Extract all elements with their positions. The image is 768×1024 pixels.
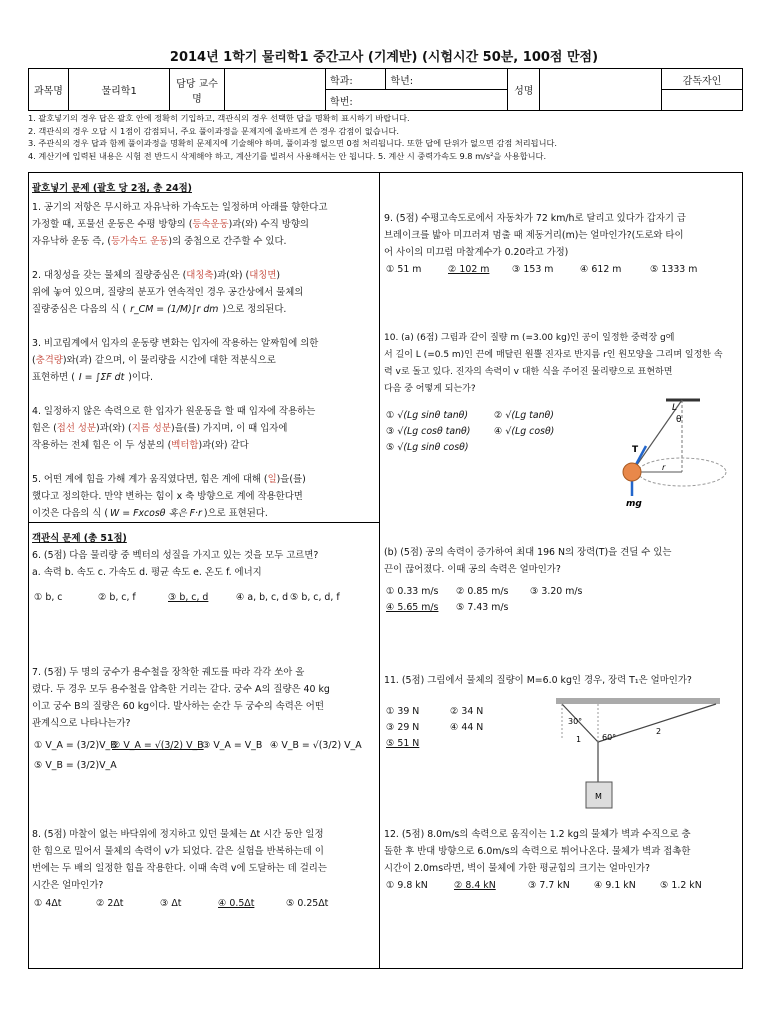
q2-text-g: )으로 정의된다. bbox=[222, 304, 287, 315]
q8-line1: 8. (5점) 마찰이 없는 바닥위에 정지하고 있던 물체는 Δt 시간 동안 일정 bbox=[32, 829, 324, 840]
question-12 bbox=[384, 826, 740, 877]
q1-line3 bbox=[32, 233, 376, 250]
fig11-label-M: M bbox=[595, 792, 602, 801]
q1-answer-1: 등속운동 bbox=[192, 219, 229, 230]
q2-answer-2: 대칭면 bbox=[249, 270, 277, 281]
q5-text-e: )으로 표현된다. bbox=[203, 508, 268, 519]
q10-choice-5[interactable]: ⑤ √(Lg sinθ cosθ) bbox=[386, 442, 469, 453]
supervisor-label: 감독자인 bbox=[662, 69, 743, 90]
question-3 bbox=[32, 335, 376, 386]
section-divider bbox=[28, 522, 380, 523]
q3-formula: I = ∫ΣF dt bbox=[78, 372, 125, 383]
q12-choice-3[interactable]: ③ 7.7 kN bbox=[528, 880, 570, 891]
q2-text-c: ) bbox=[276, 270, 281, 281]
section-fill-in bbox=[32, 180, 376, 522]
question-11 bbox=[384, 672, 740, 689]
q6-line2: a. 속력 b. 속도 c. 가속도 d. 평균 속도 e. 온도 f. 에너지 bbox=[32, 567, 262, 578]
q3-text-e: )이다. bbox=[128, 372, 154, 383]
q10-choice-3[interactable]: ③ √(Lg cosθ tanθ) bbox=[386, 426, 471, 437]
q7-line2: 렸다. 두 경우 모두 용수철을 압축한 거리는 같다. 궁수 A의 질량은 40 kg bbox=[32, 684, 330, 695]
q11-choice-1[interactable]: ① 39 N bbox=[386, 706, 420, 717]
q10b-line1: (b) (5점) 공의 속력이 증가하여 최대 196 N의 장력(T)을 견딜 수 있는 bbox=[384, 547, 672, 558]
q10-choice-1[interactable]: ① √(Lg sinθ tanθ) bbox=[386, 410, 469, 421]
q8-choice-5[interactable]: ⑤ 0.25Δt bbox=[286, 898, 329, 909]
fig11-angle-60: 60° bbox=[602, 733, 617, 742]
q1-answer-2: 등가속도 운동 bbox=[110, 236, 169, 247]
q12-choice-1[interactable]: ① 9.8 kN bbox=[386, 880, 428, 891]
question-2 bbox=[32, 267, 376, 318]
q8-choice-1[interactable]: ① 4Δt bbox=[34, 898, 62, 909]
question-9 bbox=[384, 210, 740, 261]
q11-choice-3[interactable]: ③ 29 N bbox=[386, 722, 420, 733]
q3-line1: 3. 비고립계에서 입자의 운동량 변화는 입자에 작용하는 알짜힘에 의한 bbox=[32, 338, 319, 349]
q9-line2: 브레이크를 밟아 미끄러져 멈출 때 제동거리(m)는 얼마인가?(도로와 타이 bbox=[384, 230, 684, 241]
q10-choice-4[interactable]: ④ √(Lg cosθ) bbox=[494, 426, 555, 437]
q1-line2 bbox=[32, 216, 376, 233]
q12-choice-5[interactable]: ⑤ 1.2 kN bbox=[660, 880, 702, 891]
q10b-choice-4[interactable]: ④ 5.65 m/s bbox=[386, 602, 439, 613]
q2-text-a: 2. 대칭성을 갖는 물체의 질량중심은 ( bbox=[32, 270, 187, 281]
q4-line1: 4. 일정하지 않은 속력으로 한 입자가 원운동을 할 때 입자에 작용하는 bbox=[32, 406, 316, 417]
year-label: 학년: bbox=[386, 69, 508, 90]
instructions bbox=[28, 112, 743, 162]
q9-choice-5[interactable]: ⑤ 1333 m bbox=[650, 264, 698, 275]
question-5 bbox=[32, 471, 376, 522]
q9-choice-4[interactable]: ④ 612 m bbox=[580, 264, 622, 275]
q10-choice-2[interactable]: ② √(Lg tanθ) bbox=[494, 410, 554, 421]
q6-choice-3[interactable]: ③ b, c, d bbox=[168, 592, 209, 603]
q5-text-d: 이것은 다음의 식 ( bbox=[32, 508, 108, 519]
q3-text-d: 표현하면 ( bbox=[32, 372, 75, 383]
q4-text-f: )과(와) 같다 bbox=[198, 440, 249, 451]
q4-text-d: )을(를) 가지며, 이 때 입자에 bbox=[170, 423, 288, 434]
q10b-choice-5[interactable]: ⑤ 7.43 m/s bbox=[456, 602, 509, 613]
question-10b bbox=[384, 544, 740, 578]
q9-line3: 어 사이의 미끄럼 마찰계수가 0.20라고 가정) bbox=[384, 247, 569, 258]
q2-text-e: 질량중심은 다음의 식 ( bbox=[32, 304, 127, 315]
q8-line3: 번에는 두 배의 일정한 힘을 작용한다. 이때 속력 v에 도달하는 데 걸리는 bbox=[32, 863, 327, 874]
q12-choice-4[interactable]: ④ 9.1 kN bbox=[594, 880, 636, 891]
question-7 bbox=[32, 664, 376, 732]
professor-name bbox=[224, 69, 325, 111]
note-3: 3. 주관식의 경우 답과 함께 풀이과정을 명확히 문제지에 기술해야 하며, 풀이과정 없으면 0점 처리됩니다. 또한 답에 단위가 없으면 감점 처리됩니다. bbox=[28, 138, 558, 149]
q4-text-b: 힘은 ( bbox=[32, 423, 57, 434]
q1-text-d: 자유낙하 운동 즉, ( bbox=[32, 236, 111, 247]
q1-text-e: )의 중첩으로 간주할 수 있다. bbox=[168, 236, 287, 247]
q8-choice-2[interactable]: ② 2Δt bbox=[96, 898, 124, 909]
q4-line3 bbox=[32, 437, 376, 454]
q1-line1: 1. 공기의 저항은 무시하고 자유낙하 가속도는 일정하며 아래를 향한다고 bbox=[32, 202, 328, 213]
q9-choice-3[interactable]: ③ 153 m bbox=[512, 264, 554, 275]
q8-line4: 시간은 얼마인가? bbox=[32, 880, 104, 891]
q2-formula: r_CM = (1/M)∫r dm bbox=[130, 304, 219, 315]
q7-choice-1[interactable]: ① V_A = (3/2)V_B bbox=[34, 740, 117, 751]
q1-text-b: 가정할 때, 포물선 운동은 수평 방향의 ( bbox=[32, 219, 193, 230]
q10b-choice-3[interactable]: ③ 3.20 m/s bbox=[530, 586, 583, 597]
q5-text-b: )을(를) bbox=[276, 474, 306, 485]
ball bbox=[623, 463, 641, 481]
q7-line3: 이고 궁수 B의 질량은 60 kg이다. 발사하는 순간 두 궁수의 속력은 어떤 bbox=[32, 701, 324, 712]
question-8 bbox=[32, 826, 376, 894]
q5-text-a: 5. 어떤 계에 힘을 가해 계가 움직였다면, 힘은 계에 대해 ( bbox=[32, 474, 268, 485]
fig11-label-2: 2 bbox=[656, 727, 662, 736]
q6-line1: 6. (5점) 다음 물리량 중 벡터의 성질을 가지고 있는 것을 모두 고르면? bbox=[32, 550, 319, 561]
q7-choice-4[interactable]: ④ V_B = √(3/2) V_A bbox=[270, 740, 362, 751]
q3-answer: 충격량 bbox=[35, 355, 63, 366]
q2-line3 bbox=[32, 301, 376, 318]
supervisor-signature[interactable] bbox=[662, 90, 743, 111]
fig11-label-1: 1 bbox=[576, 735, 582, 744]
q3-text-c: )와(과) 같으며, 이 물리량을 시간에 대한 적분식으로 bbox=[62, 355, 276, 366]
q7-line1: 7. (5점) 두 명의 궁수가 용수철을 장착한 궤도를 따라 각각 쏘아 올 bbox=[32, 667, 305, 678]
q6-choice-1[interactable]: ① b, c bbox=[34, 592, 63, 603]
q4-line2 bbox=[32, 420, 376, 437]
column-divider bbox=[379, 172, 380, 969]
q11-choice-2[interactable]: ② 34 N bbox=[450, 706, 484, 717]
dept-label: 학과: bbox=[326, 69, 386, 90]
q10-line4: 다음 중 어떻게 되는가? bbox=[384, 384, 476, 394]
q8-choice-3[interactable]: ③ Δt bbox=[160, 898, 182, 909]
q8-line2: 한 힘으로 밀어서 물체의 속력이 v가 되었다. 같은 실험을 반복하는데 이 bbox=[32, 846, 324, 857]
q2-line1 bbox=[32, 267, 376, 284]
q11-choice-4[interactable]: ④ 44 N bbox=[450, 722, 484, 733]
q3-line3 bbox=[32, 369, 376, 386]
fig11-angle-30: 30° bbox=[568, 717, 583, 726]
fig10-r: r bbox=[662, 463, 666, 472]
q10-line2: 서 길이 L (=0.5 m)인 끈에 매달린 원뿔 진자로 반지름 r인 원모양을 그리며 일정한 속 bbox=[384, 350, 723, 360]
q6-choice-4[interactable]: ④ a, b, c, d bbox=[236, 592, 289, 603]
section-multiple-choice bbox=[32, 530, 376, 581]
section-title-fill: 괄호넣기 문제 (괄호 당 2점, 총 24점) bbox=[32, 183, 192, 194]
q4-answer-1: 접선 성분 bbox=[56, 423, 96, 434]
q1-text-c: )과(와) 수직 방향의 bbox=[228, 219, 309, 230]
q9-line1: 9. (5점) 수평고속도로에서 자동차가 72 km/h로 달리고 있다가 갑자기 급 bbox=[384, 213, 686, 224]
q7-choice-5[interactable]: ⑤ V_B = (3/2)V_A bbox=[34, 760, 117, 771]
question-10a bbox=[384, 330, 740, 398]
question-4 bbox=[32, 403, 376, 454]
section-title-mc: 객관식 문제 (총 51점) bbox=[32, 533, 127, 544]
name-label: 성명 bbox=[508, 69, 540, 111]
q12-line2: 돌한 후 반대 방향으로 6.0m/s의 속력으로 튀어나온다. 물체가 벽과 접촉한 bbox=[384, 846, 691, 857]
question-1 bbox=[32, 199, 376, 250]
q2-line2: 위에 놓여 있으며, 질량의 분포가 연속적인 경우 공간상에서 물체의 bbox=[32, 287, 304, 298]
q12-line3: 시간이 2.0ms라면, 벽이 물체에 가한 평균힘의 크기는 얼마인가? bbox=[384, 863, 651, 874]
q4-text-e: 작용하는 전체 힘은 이 두 성분의 ( bbox=[32, 440, 172, 451]
q5-answer: 일 bbox=[267, 474, 277, 485]
q10-line3: 력 v로 돌고 있다. 진자의 속력이 v 대한 식을 주어진 물리량으로 표현하면 bbox=[384, 367, 673, 377]
subject-label: 과목명 bbox=[29, 69, 69, 111]
q2-answer-1: 대칭축 bbox=[186, 270, 214, 281]
fig10-mg: mg bbox=[626, 499, 642, 509]
fig10-T: T bbox=[632, 445, 639, 455]
q5-line3 bbox=[32, 505, 376, 522]
q2-text-b: )과(와) ( bbox=[213, 270, 250, 281]
q5-line2: 했다고 정의한다. 만약 변하는 힘이 x 축 방향으로 계에 작용한다면 bbox=[32, 491, 303, 502]
q11-choice-5[interactable]: ⑤ 51 N bbox=[386, 738, 420, 749]
fig10-L: L bbox=[672, 403, 678, 413]
q7-choice-3[interactable]: ③ V_A = V_B bbox=[202, 740, 263, 751]
q12-line1: 12. (5점) 8.0m/s의 속력으로 움직이는 1.2 kg의 물체가 벽과 수직으로 충 bbox=[384, 829, 691, 840]
q4-text-c: )과(와) ( bbox=[95, 423, 132, 434]
q3-text-b: ( bbox=[32, 355, 36, 366]
q6-choice-5[interactable]: ⑤ b, c, d, f bbox=[290, 592, 340, 603]
q6-choice-2[interactable]: ② b, c, f bbox=[98, 592, 136, 603]
fig10-theta: θ bbox=[676, 415, 682, 425]
name-field[interactable] bbox=[540, 69, 662, 111]
q8-choice-4[interactable]: ④ 0.5Δt bbox=[218, 898, 255, 909]
q4-answer-2: 지름 성분 bbox=[131, 423, 171, 434]
conical-pendulum-figure bbox=[592, 392, 728, 510]
note-4: 4. 계산기에 입력된 내용은 시험 전 반드시 삭제해야 하고, 계산기를 빌려서 사용해서는 안 됩니다. 5. 계산 시 중력가속도 9.8 m/s²을 사용합니다. bbox=[28, 150, 547, 161]
professor-label: 담당 교수명 bbox=[170, 69, 224, 111]
q10b-line2: 끈이 끊어졌다. 이때 공의 속력은 얼마인가? bbox=[384, 564, 561, 575]
note-2: 2. 객관식의 경우 오답 시 1점이 감점되니, 주요 풀이과정을 문제지에 올바르게 쓴 경우 감점이 없습니다. bbox=[28, 125, 400, 136]
tension-figure bbox=[556, 698, 720, 814]
q9-choice-2[interactable]: ② 102 m bbox=[448, 264, 490, 275]
header-table bbox=[28, 68, 743, 111]
q5-line1 bbox=[32, 471, 376, 488]
exam-title: 2014년 1학기 물리학1 중간고사 (기계반) (시험시간 50분, 100점 만점) bbox=[169, 50, 599, 65]
q3-line2 bbox=[32, 352, 376, 369]
ceiling bbox=[556, 698, 720, 704]
q9-choice-1[interactable]: ① 51 m bbox=[386, 264, 422, 275]
q12-choice-2[interactable]: ② 8.4 kN bbox=[454, 880, 496, 891]
student-id-label: 학번: bbox=[326, 90, 508, 111]
q7-choice-2[interactable]: ② V_A = √(3/2) V_B bbox=[112, 740, 204, 751]
subject-name: 물리학1 bbox=[68, 69, 169, 111]
q4-answer-3: 벡터합 bbox=[171, 440, 199, 451]
q10b-choice-1[interactable]: ① 0.33 m/s bbox=[386, 586, 439, 597]
q11-line1: 11. (5점) 그림에서 물체의 질량이 M=6.0 kg인 경우, 장력 T₁은 얼마인가? bbox=[384, 675, 692, 686]
q10-line1: 10. (a) (6점) 그림과 같이 질량 m (=3.00 kg)인 공이 일정한 중력장 g에 bbox=[384, 333, 675, 343]
q5-formula: W = Fxcosθ 혹은 F·r bbox=[110, 508, 202, 519]
q10b-choice-2[interactable]: ② 0.85 m/s bbox=[456, 586, 509, 597]
note-1: 1. 괄호넣기의 경우 답은 괄호 안에 정확히 기입하고, 객관식의 경우 선택한 답을 명확히 표시하기 바랍니다. bbox=[28, 113, 410, 123]
q7-line4: 관계식으로 나타나는가? bbox=[32, 718, 131, 729]
